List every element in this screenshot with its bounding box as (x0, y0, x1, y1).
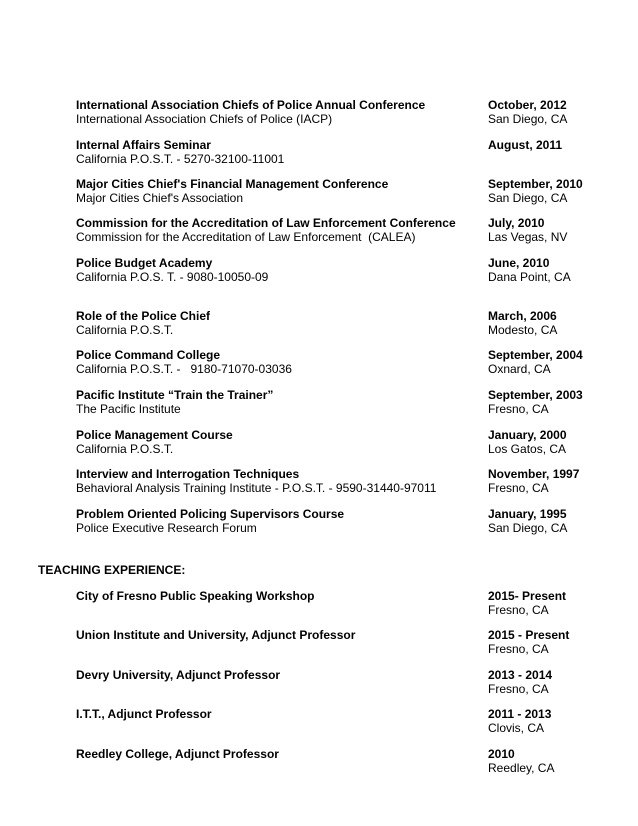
entry-title: Reedley College, Adjunct Professor (76, 747, 279, 761)
entry-title: Pacific Institute “Train the Trainer” (76, 388, 274, 402)
training-entry (76, 388, 596, 416)
entry-location: San Diego, CA (488, 521, 568, 535)
entry-title: I.T.T., Adjunct Professor (76, 707, 212, 721)
entry-date: October, 2012 (488, 98, 567, 112)
entry-organization: California P.O.S.T. (76, 323, 174, 337)
entry-title: Internal Affairs Seminar (76, 138, 211, 152)
entry-location: Fresno, CA (488, 402, 549, 416)
entry-title: City of Fresno Public Speaking Workshop (76, 589, 315, 603)
entry-location: San Diego, CA (488, 112, 568, 126)
entry-organization: International Association Chiefs of Police (IACP) (76, 112, 333, 126)
entry-location: Fresno, CA (488, 603, 549, 617)
entry-date: 2010 (488, 747, 515, 761)
entry-organization: Major Cities Chief's Association (76, 191, 244, 205)
entry-title: Police Budget Academy (76, 256, 213, 270)
entry-date: March, 2006 (488, 309, 557, 323)
entry-date: January, 1995 (488, 507, 567, 521)
entry-organization: California P.O.S.T. - 5270-32100-11001 (76, 152, 285, 166)
teaching-entry (76, 589, 596, 617)
training-entry (76, 138, 596, 166)
entry-title: Role of the Police Chief (76, 309, 211, 323)
entry-title: Devry University, Adjunct Professor (76, 668, 281, 682)
entry-date: September, 2010 (488, 177, 583, 191)
teaching-entry (76, 628, 596, 656)
training-entry (76, 98, 596, 126)
entry-organization: Police Executive Research Forum (76, 521, 257, 535)
entry-title: Major Cities Chief's Financial Management Conference (76, 177, 389, 191)
entry-location: Fresno, CA (488, 682, 549, 696)
entry-title: Police Command College (76, 348, 221, 362)
training-entry (76, 348, 596, 376)
entry-location: Oxnard, CA (488, 362, 551, 376)
training-entry (76, 428, 596, 456)
entry-location: Fresno, CA (488, 642, 549, 656)
teaching-entry (76, 707, 596, 735)
entry-date: 2013 - 2014 (488, 668, 553, 682)
entry-location: Dana Point, CA (488, 270, 571, 284)
entry-location: Los Gatos, CA (488, 442, 567, 456)
training-entry (76, 216, 596, 244)
entry-location: Fresno, CA (488, 481, 549, 495)
training-entry (76, 507, 596, 535)
entry-location: San Diego, CA (488, 191, 568, 205)
entry-title: Police Management Course (76, 428, 233, 442)
entry-organization: Behavioral Analysis Training Institute - P.O.S.T. - 9590-31440-97011 (76, 481, 437, 495)
entry-organization: California P.O.S. T. - 9080-10050-09 (76, 270, 269, 284)
entry-title: Commission for the Accreditation of Law Enforcement Conference (76, 216, 456, 230)
entry-date: 2011 - 2013 (488, 707, 552, 721)
entry-date: June, 2010 (488, 256, 550, 270)
entry-date: January, 2000 (488, 428, 567, 442)
teaching-experience-heading: TEACHING EXPERIENCE: (38, 563, 186, 577)
entry-date: September, 2004 (488, 348, 583, 362)
entry-date: 2015- Present (488, 589, 567, 603)
training-entry (76, 309, 596, 337)
entry-organization: The Pacific Institute (76, 402, 181, 416)
entry-location: Reedley, CA (488, 761, 555, 775)
entry-title: International Association Chiefs of Police Annual Conference (76, 98, 426, 112)
entry-title: Union Institute and University, Adjunct Professor (76, 628, 356, 642)
entry-location: Clovis, CA (488, 721, 545, 735)
entry-organization: California P.O.S.T. (76, 442, 174, 456)
entry-location: Las Vegas, NV (488, 230, 568, 244)
entry-date: 2015 - Present (488, 628, 570, 642)
entry-title: Problem Oriented Policing Supervisors Course (76, 507, 345, 521)
teaching-entry (76, 668, 596, 696)
entry-date: July, 2010 (488, 216, 545, 230)
training-entry (76, 256, 596, 284)
teaching-entry (76, 747, 596, 775)
entry-date: November, 1997 (488, 467, 580, 481)
entry-date: September, 2003 (488, 388, 583, 402)
entry-location: Modesto, CA (488, 323, 558, 337)
entry-organization: California P.O.S.T. - 9180-71070-03036 (76, 362, 292, 376)
training-entry (76, 467, 596, 495)
entry-title: Interview and Interrogation Techniques (76, 467, 300, 481)
entry-date: August, 2011 (488, 138, 563, 152)
training-entry (76, 177, 596, 205)
entry-organization: Commission for the Accreditation of Law Enforcement (CALEA) (76, 230, 416, 244)
